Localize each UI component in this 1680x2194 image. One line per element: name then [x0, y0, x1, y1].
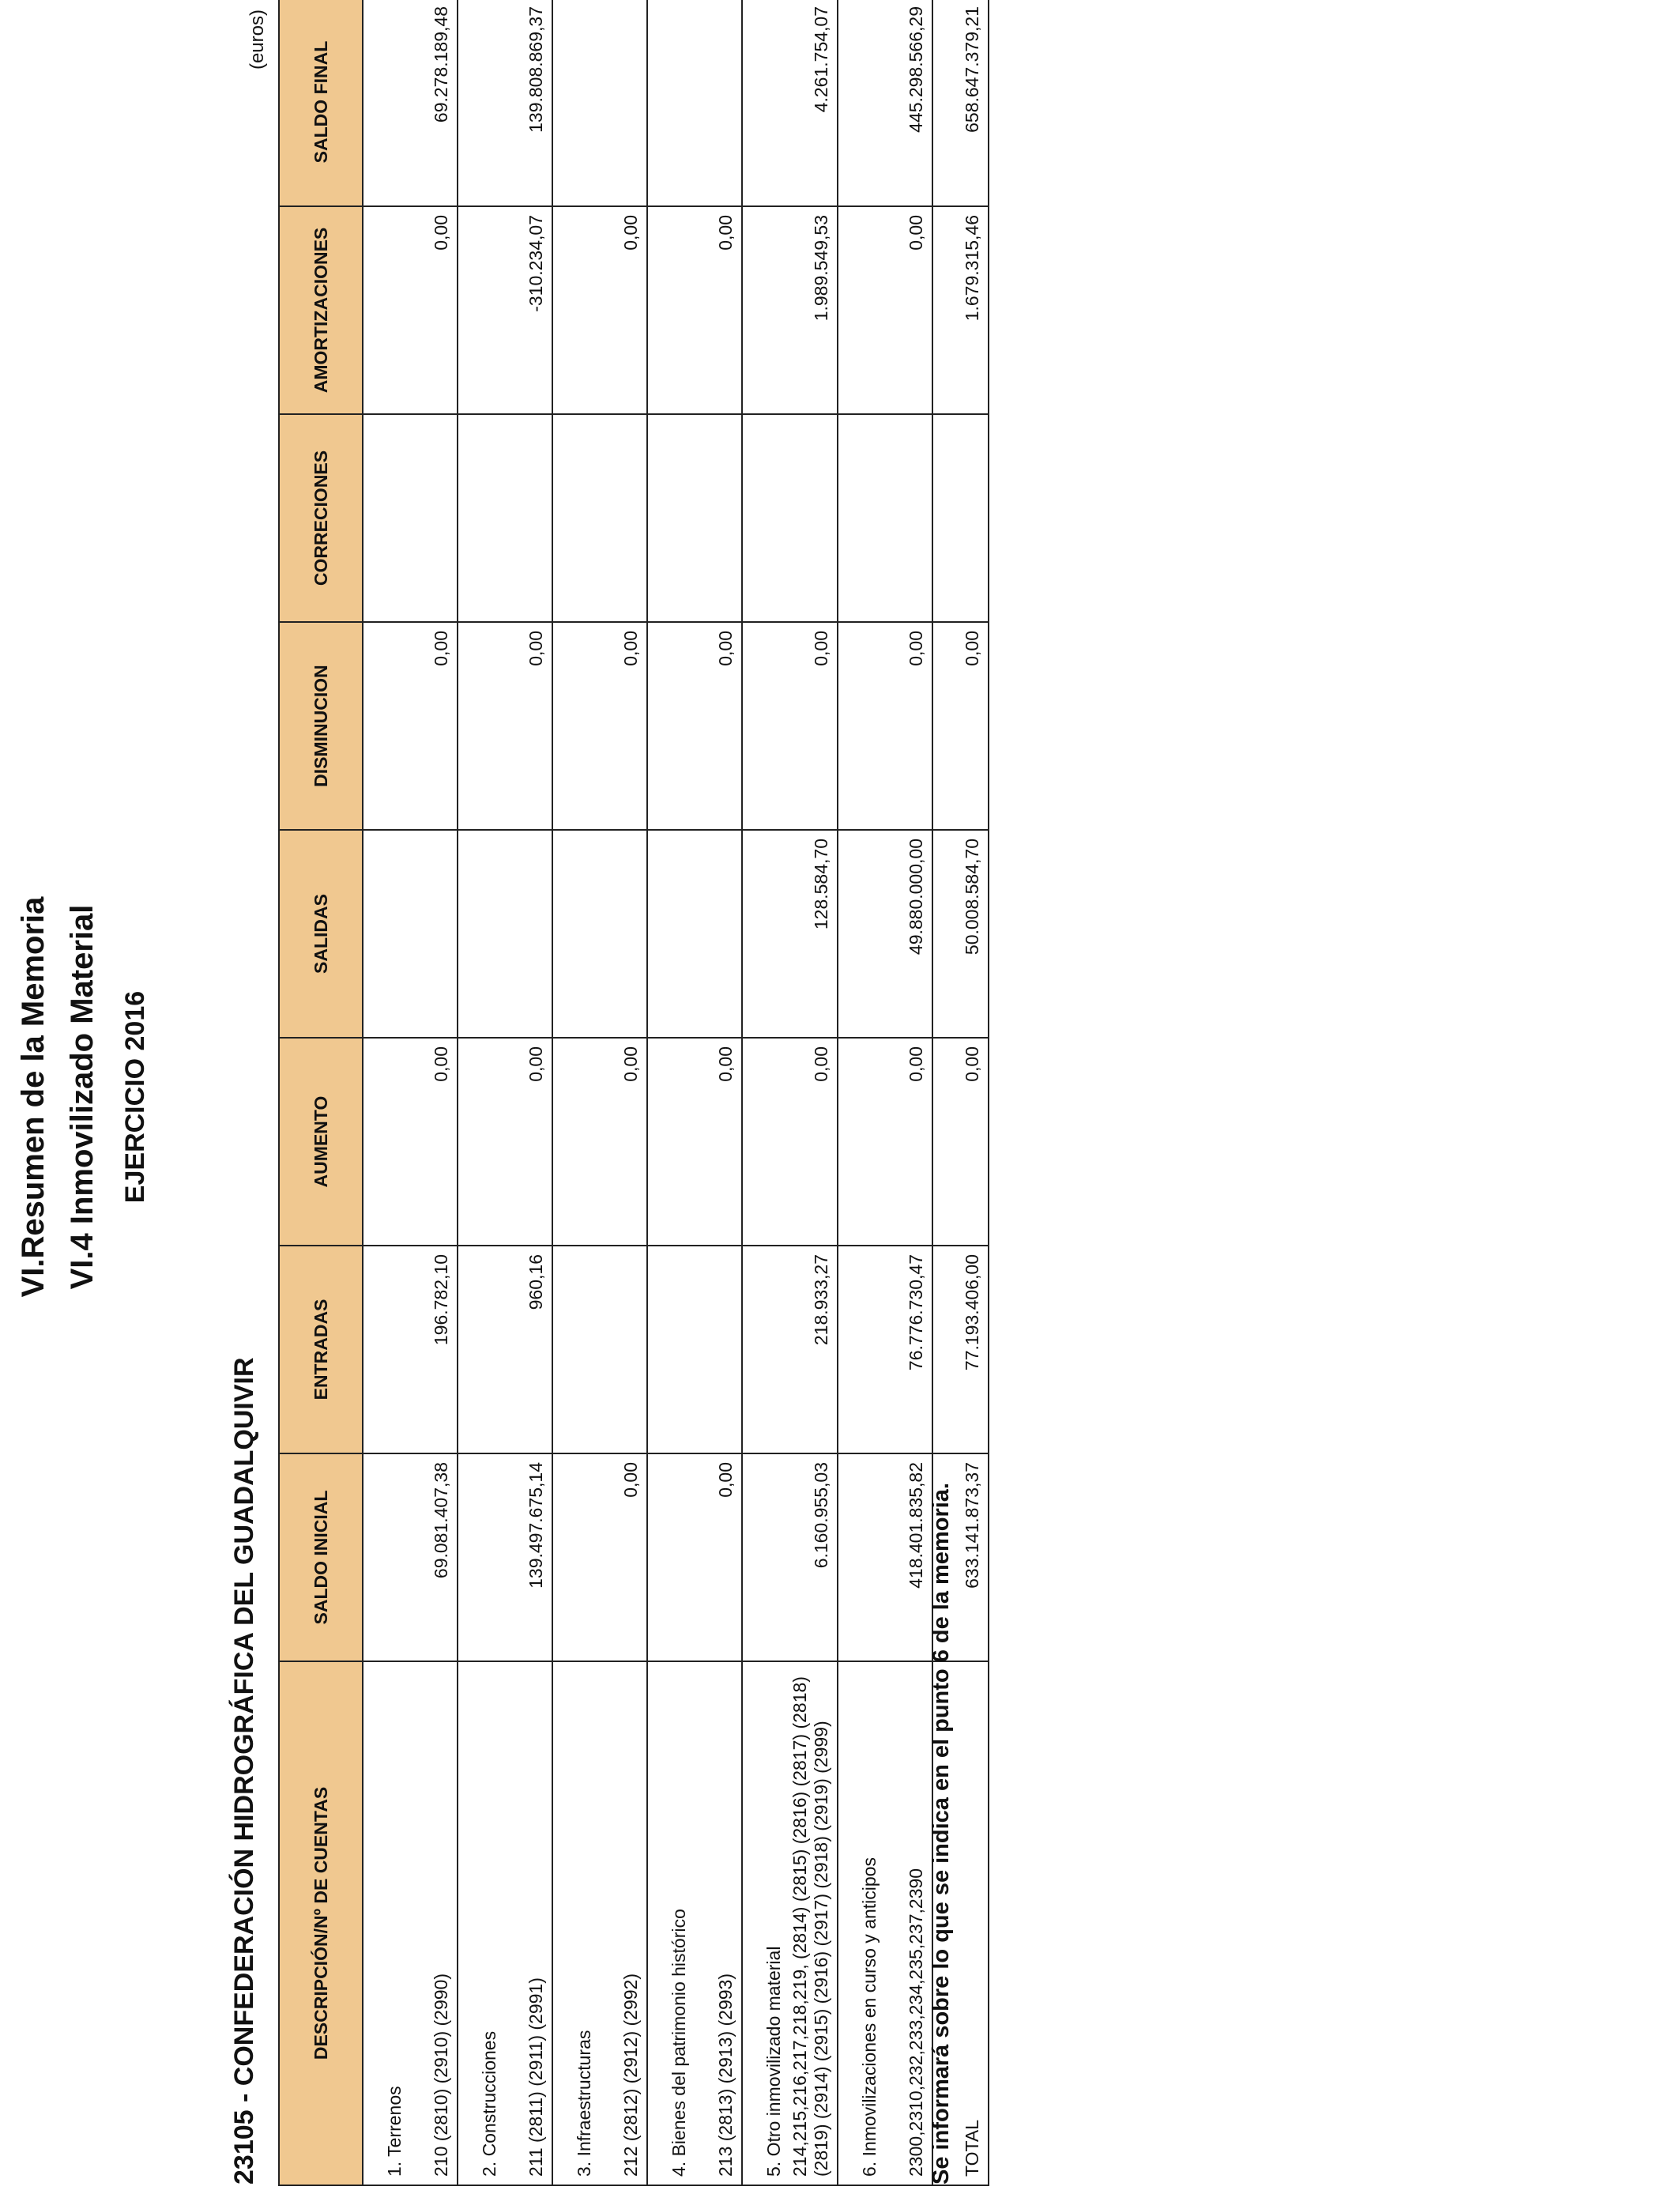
amount-cell	[647, 622, 695, 830]
amount-cell	[600, 414, 647, 622]
amount-cell	[505, 830, 552, 1038]
amount-cell: 0,00	[410, 1038, 458, 1246]
amount-cell: 0,00	[600, 1453, 647, 1661]
table-row	[885, 0, 932, 2185]
amount-cell	[695, 1246, 742, 1453]
amount-cell	[458, 414, 505, 622]
report-title: VI.Resumen de la Memoria	[16, 896, 51, 1298]
amount-cell	[695, 830, 742, 1038]
amount-cell	[410, 414, 458, 622]
amount-cell: 50.008.584,70	[932, 830, 989, 1038]
amount-cell: 1.679.315,46	[932, 206, 989, 414]
amount-cell	[552, 414, 600, 622]
amount-cell: 0,00	[600, 1038, 647, 1246]
amount-cell: 0,00	[505, 622, 552, 830]
amount-cell: 658.647.379,21	[932, 0, 989, 206]
account-description: 210 (2810) (2910) (2990)	[410, 1661, 458, 2185]
amount-cell	[458, 622, 505, 830]
amount-cell	[647, 206, 695, 414]
currency-unit: (euros)	[247, 9, 268, 70]
amount-cell	[647, 830, 695, 1038]
account-description: 211 (2811) (2911) (2991)	[505, 1661, 552, 2185]
amount-cell: 76.776.730,47	[885, 1246, 932, 1453]
footnote: Se informará sobre lo que se indica en el punto 6 de la memoria.	[929, 1483, 954, 2185]
amount-cell	[742, 1038, 789, 1246]
amount-cell	[647, 414, 695, 622]
account-description: 2300,2310,232,233,234,235,237,2390	[885, 1661, 932, 2185]
table-row	[458, 0, 505, 2185]
amount-cell: 418.401.835,82	[885, 1453, 932, 1661]
column-header: AUMENTO	[279, 1038, 363, 1246]
table-row	[647, 0, 695, 2185]
amount-cell	[552, 830, 600, 1038]
account-description: TOTAL	[932, 1661, 989, 2185]
amount-cell: 1.989.549,53	[789, 206, 838, 414]
amount-cell: 0,00	[789, 1038, 838, 1246]
amount-cell	[458, 206, 505, 414]
amount-cell	[742, 414, 789, 622]
amount-cell	[363, 206, 410, 414]
account-description: 212 (2812) (2912) (2992)	[600, 1661, 647, 2185]
amount-cell	[600, 0, 647, 206]
amount-cell	[363, 1038, 410, 1246]
amount-cell	[552, 1246, 600, 1453]
amount-cell	[363, 830, 410, 1038]
account-description: 214,215,216,217,218,219, (2814) (2815) (2816) (2817) (2818) (2819) (2914) (2915) (2916) (2917) (2918) (2919) (2999)	[789, 1661, 838, 2185]
column-header: CORRECIONES	[279, 414, 363, 622]
amount-cell	[552, 206, 600, 414]
amount-cell	[363, 1246, 410, 1453]
amount-cell: 49.880.000,00	[885, 830, 932, 1038]
amount-cell: 0,00	[695, 1453, 742, 1661]
amount-cell	[647, 1038, 695, 1246]
amount-cell: 0,00	[695, 622, 742, 830]
amount-cell: 0,00	[789, 622, 838, 830]
table-row	[789, 0, 838, 2185]
amount-cell	[838, 0, 885, 206]
section-title: VI.4 Inmovilizado Material	[65, 904, 100, 1290]
amount-cell	[552, 1038, 600, 1246]
amount-cell	[647, 1453, 695, 1661]
amount-cell	[742, 206, 789, 414]
amount-cell	[647, 0, 695, 206]
amount-cell	[789, 414, 838, 622]
amount-cell: 0,00	[695, 1038, 742, 1246]
amount-cell	[458, 830, 505, 1038]
account-description: 3. Infraestructuras	[552, 1661, 600, 2185]
amount-cell: 77.193.406,00	[932, 1246, 989, 1453]
amount-cell	[838, 1453, 885, 1661]
table-header-row	[279, 0, 363, 2185]
amount-cell	[742, 1453, 789, 1661]
amount-cell: -310.234,07	[505, 206, 552, 414]
amount-cell: 69.278.189,48	[410, 0, 458, 206]
entity-name: 23105 - CONFEDERACIÓN HIDROGRÁFICA DEL GUADALQUIVIR	[229, 1357, 259, 2185]
amount-cell: 445.298.566,29	[885, 0, 932, 206]
amount-cell: 960,16	[505, 1246, 552, 1453]
amount-cell	[838, 1038, 885, 1246]
amount-cell: 69.081.407,38	[410, 1453, 458, 1661]
account-description: 2. Construcciones	[458, 1661, 505, 2185]
amount-cell: 0,00	[885, 206, 932, 414]
amount-cell: 128.584,70	[789, 830, 838, 1038]
amount-cell	[742, 1246, 789, 1453]
table-row	[363, 0, 410, 2185]
account-description: 1. Terrenos	[363, 1661, 410, 2185]
amount-cell	[552, 622, 600, 830]
amount-cell: 196.782,10	[410, 1246, 458, 1453]
amount-cell	[363, 0, 410, 206]
table-row	[505, 0, 552, 2185]
column-header: DISMINUCION	[279, 622, 363, 830]
amount-cell	[742, 622, 789, 830]
amount-cell: 0,00	[600, 206, 647, 414]
amount-cell: 0,00	[885, 1038, 932, 1246]
table-row	[742, 0, 789, 2185]
amount-cell: 4.261.754,07	[789, 0, 838, 206]
table-row	[838, 0, 885, 2185]
table-row	[600, 0, 647, 2185]
amount-cell	[838, 414, 885, 622]
amount-cell: 0,00	[885, 622, 932, 830]
amount-cell: 0,00	[932, 1038, 989, 1246]
amount-cell	[458, 0, 505, 206]
amount-cell	[552, 0, 600, 206]
table-row	[552, 0, 600, 2185]
amount-cell: 0,00	[410, 622, 458, 830]
amount-cell: 139.497.675,14	[505, 1453, 552, 1661]
account-description: 4. Bienes del patrimonio histórico	[647, 1661, 695, 2185]
amount-cell	[695, 0, 742, 206]
amount-cell: 139.808.869,37	[505, 0, 552, 206]
account-description: 6. Inmovilizaciones en curso y anticipos	[838, 1661, 885, 2185]
fiscal-year: EJERCICIO 2016	[120, 990, 150, 1204]
column-header: SALDO FINAL	[279, 0, 363, 206]
amount-cell	[458, 1038, 505, 1246]
amount-cell	[695, 414, 742, 622]
table-body	[363, 0, 989, 2185]
amount-cell: 0,00	[505, 1038, 552, 1246]
amount-cell	[838, 622, 885, 830]
amount-cell	[363, 1453, 410, 1661]
amount-cell: 0,00	[695, 206, 742, 414]
amount-cell	[363, 622, 410, 830]
amount-cell: 218.933,27	[789, 1246, 838, 1453]
column-header: SALIDAS	[279, 830, 363, 1038]
amount-cell	[838, 830, 885, 1038]
amount-cell	[363, 414, 410, 622]
amount-cell: 0,00	[932, 622, 989, 830]
amount-cell: 0,00	[410, 206, 458, 414]
amount-cell	[600, 830, 647, 1038]
amount-cell	[742, 0, 789, 206]
table-row	[695, 0, 742, 2185]
account-description: 5. Otro inmovilizado material	[742, 1661, 789, 2185]
column-header: SALDO INICIAL	[279, 1453, 363, 1661]
amount-cell	[505, 414, 552, 622]
amount-cell	[600, 1246, 647, 1453]
column-header: DESCRIPCIÓN/Nº DE CUENTAS	[279, 1661, 363, 2185]
amount-cell	[885, 414, 932, 622]
amount-cell	[647, 1246, 695, 1453]
table-row	[410, 0, 458, 2185]
amount-cell: 6.160.955,03	[789, 1453, 838, 1661]
amount-cell: 633.141.873,37	[932, 1453, 989, 1661]
column-header: ENTRADAS	[279, 1246, 363, 1453]
amount-cell	[552, 1453, 600, 1661]
amount-cell: 0,00	[600, 622, 647, 830]
account-description: 213 (2813) (2913) (2993)	[695, 1661, 742, 2185]
amount-cell	[932, 414, 989, 622]
amount-cell	[458, 1453, 505, 1661]
amount-cell	[410, 830, 458, 1038]
column-header: AMORTIZACIONES	[279, 206, 363, 414]
amount-cell	[458, 1246, 505, 1453]
amount-cell	[838, 206, 885, 414]
fixed-assets-table	[278, 0, 989, 2186]
amount-cell	[742, 830, 789, 1038]
amount-cell	[838, 1246, 885, 1453]
